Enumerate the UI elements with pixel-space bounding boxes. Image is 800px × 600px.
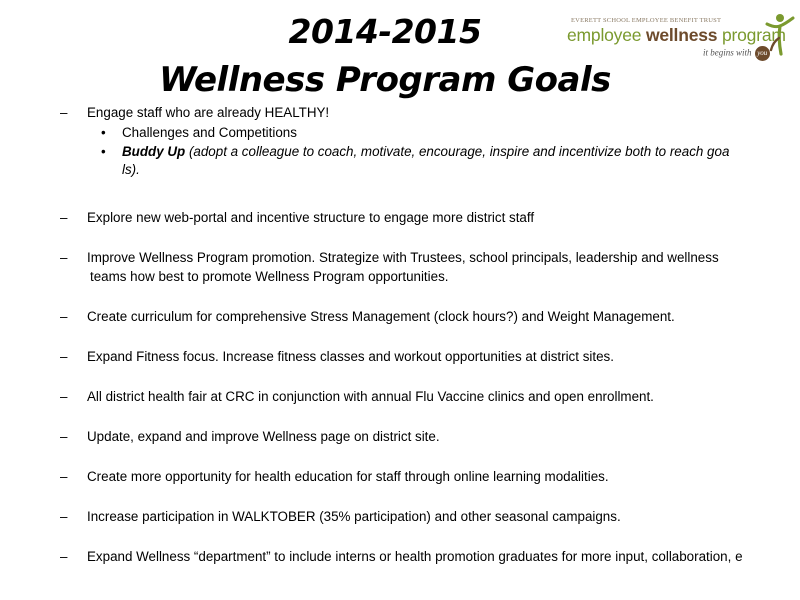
logo-brand-employee: employee bbox=[567, 25, 646, 45]
goal-text: Create curriculum for comprehensive Stress Management (clock hours?) and Weight Management. bbox=[87, 308, 675, 324]
sub-goals-list bbox=[87, 124, 796, 179]
sub-goal-emphasis: Buddy Up bbox=[122, 144, 186, 160]
goal-item bbox=[0, 428, 800, 446]
dash-bullet: – bbox=[60, 105, 68, 120]
dash-bullet: – bbox=[60, 250, 68, 266]
logo-you-badge: you bbox=[755, 46, 770, 61]
sub-goal-item bbox=[87, 143, 796, 179]
page-title: Wellness Program Goals bbox=[159, 60, 611, 100]
title-year: 2014-2015 bbox=[288, 12, 482, 51]
goal-item bbox=[0, 548, 800, 566]
goals-list bbox=[0, 104, 800, 566]
dash-bullet: – bbox=[60, 348, 68, 364]
logo-brand-program: program bbox=[717, 25, 786, 45]
logo-tagline-text: it begins with bbox=[703, 47, 752, 58]
goal-text: Expand Wellness “department” to include interns or health promotion graduates for more input, collaboration, e bbox=[87, 549, 743, 565]
dash-bullet: – bbox=[60, 210, 68, 226]
person-figure-icon bbox=[763, 12, 797, 56]
goal-item bbox=[0, 308, 800, 326]
goal-text: Increase participation in WALKTOBER (35% participation) and other seasonal campaigns. bbox=[87, 509, 621, 525]
sub-goal-text: Challenges and Competitions bbox=[122, 125, 297, 141]
bullet-point: • bbox=[101, 125, 106, 141]
goal-text: All district health fair at CRC in conjunction with annual Flu Vaccine clinics and open enrollment. bbox=[87, 388, 654, 404]
goal-text-continued: teams how best to promote Wellness Program opportunities. bbox=[90, 268, 449, 284]
goal-item bbox=[0, 249, 800, 285]
wellness-logo bbox=[563, 12, 795, 62]
goal-text: Engage staff who are already HEALTHY! bbox=[87, 105, 330, 120]
goal-item bbox=[0, 388, 800, 406]
goal-text: Expand Fitness focus. Increase fitness classes and workout opportunities at district sites. bbox=[87, 348, 614, 364]
goal-text: Improve Wellness Program promotion. Strategize with Trustees, school principals, leadership and wellness bbox=[87, 250, 719, 266]
sub-goal-item bbox=[87, 124, 796, 142]
goal-text: Update, expand and improve Wellness page on district site. bbox=[87, 428, 440, 444]
goal-text: Explore new web-portal and incentive structure to engage more district staff bbox=[87, 210, 535, 226]
goal-item bbox=[0, 104, 800, 179]
sub-goal-text: (adopt a colleague to coach, motivate, encourage, inspire and incentivize both to reach goa bbox=[185, 144, 730, 160]
goal-item bbox=[0, 508, 800, 526]
goal-item bbox=[0, 468, 800, 486]
logo-brand bbox=[567, 25, 786, 46]
dash-bullet: – bbox=[60, 428, 68, 444]
dash-bullet: – bbox=[60, 308, 68, 324]
logo-trust-text: EVERETT SCHOOL EMPLOYEE BENEFIT TRUST bbox=[571, 17, 722, 24]
goal-text: Create more opportunity for health education for staff through online learning modalities. bbox=[87, 469, 609, 485]
dash-bullet: – bbox=[60, 388, 68, 404]
logo-brand-wellness: wellness bbox=[645, 25, 718, 45]
goal-item bbox=[0, 348, 800, 366]
goal-item bbox=[0, 209, 800, 227]
dash-bullet: – bbox=[60, 469, 68, 485]
dash-bullet: – bbox=[60, 509, 68, 525]
dash-bullet: – bbox=[60, 549, 68, 565]
bullet-point: • bbox=[101, 144, 106, 160]
sub-goal-text-continued: ls). bbox=[122, 162, 140, 178]
logo-tagline bbox=[703, 46, 770, 61]
